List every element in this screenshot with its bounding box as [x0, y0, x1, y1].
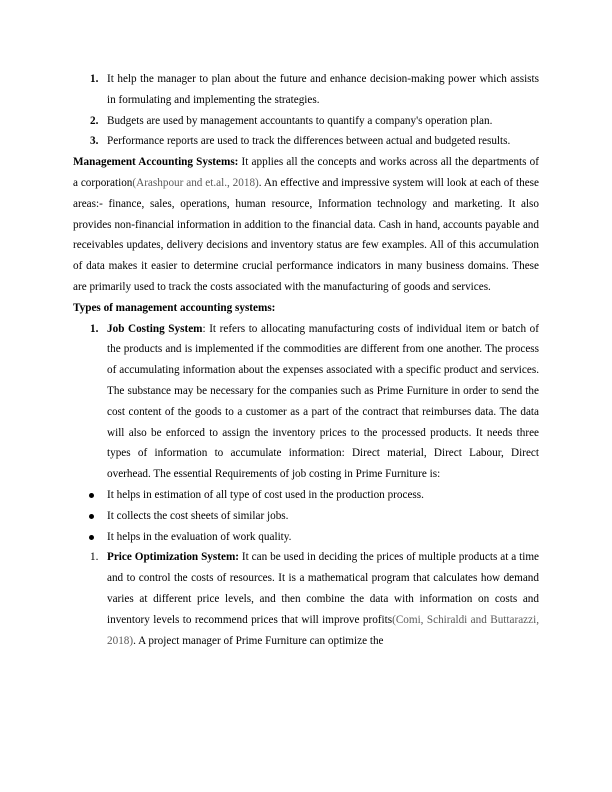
- bullet-dot-icon: [89, 514, 94, 519]
- types-heading: Types of management accounting systems:: [73, 301, 276, 314]
- list-item: [73, 131, 539, 152]
- mas-text-b: . An effective and impressive system will look at each of these areas:- finance, sales, operations, human resource, Information technology and marketing. It also provides non-financial information in addition to the financial data. Cash in hand, accounts payable and receivables updates, delivery decisions and inventory status are few examples. All of this accumulation of data makes it easier to determine crucial performance indicators in many business domains. These are primarily used to track the costs associated with the manufacturing of goods and services.: [73, 176, 539, 293]
- bullet-text: It helps in estimation of all type of cost used in the production process.: [107, 488, 424, 501]
- job-costing-text: : It refers to allocating manufacturing costs of individual item or batch of the products and is implemented if the commodities are different from one another. The process of accumulating information about the expenses associated with a specific product and services. The substance may be necessary for the companies such as Prime Furniture in order to send the cost content of the goods to a customer as a part of the contract that reimburses data. The data will also be enforced to assign the inventory prices to the processed products. It needs three types of information to accumulate information: Direct material, Direct Labour, Direct overhead. The essential Requirements of job costing in Prime Furniture is:: [107, 322, 540, 481]
- list-item-text: It help the manager to plan about the future and enhance decision-making power which assists in formulating and implementing the strategies.: [107, 73, 539, 106]
- list-item-text: Performance reports are used to track the differences between actual and budgeted results.: [107, 135, 511, 148]
- bullet-text: It helps in the evaluation of work quality.: [107, 530, 292, 543]
- price-optimization-item: [73, 547, 539, 651]
- bullet-item: [73, 527, 539, 548]
- intro-numbered-list: [73, 69, 539, 152]
- bullet-item: [73, 485, 539, 506]
- price-optimization-text-b: . A project manager of Prime Furniture can optimize the: [133, 634, 384, 647]
- bullet-text: It collects the cost sheets of similar jobs.: [107, 509, 289, 522]
- list-item-text: Budgets are used by management accountants to quantify a company's operation plan.: [107, 114, 493, 127]
- price-optimization-text-a: It can be used in deciding the prices of multiple products at a time and to control the costs of resources. It is a mathematical program that calculates how demand varies at different price levels, and then combine the data with information on costs and inventory levels to recommend prices that will improve profits: [107, 551, 539, 626]
- list-number: 1.: [90, 551, 99, 564]
- bullet-dot-icon: [89, 493, 94, 498]
- job-costing-item: [73, 319, 539, 485]
- bullet-item: [73, 506, 539, 527]
- list-item: [73, 69, 539, 111]
- list-number: 2.: [90, 114, 99, 127]
- mas-citation: (Arashpour and et.al., 2018): [132, 176, 259, 189]
- page-content: [73, 69, 539, 651]
- list-number: 1.: [90, 73, 99, 85]
- list-number: 1.: [90, 322, 99, 335]
- mas-paragraph: [73, 152, 539, 298]
- mas-heading: Management Accounting Systems:: [73, 156, 239, 169]
- list-number: 3.: [90, 135, 99, 148]
- job-costing-title: Job Costing System: [107, 322, 203, 335]
- list-item: [73, 111, 539, 132]
- bullet-dot-icon: [89, 535, 94, 540]
- price-optimization-citation: (Comi, Schiraldi and Buttarazzi, 2018): [107, 613, 539, 647]
- price-optimization-title: Price Optimization System:: [107, 551, 239, 564]
- requirements-bullet-list: [73, 485, 539, 547]
- mas-text-a: It applies all the concepts and works across all the departments of a corporation: [73, 156, 539, 189]
